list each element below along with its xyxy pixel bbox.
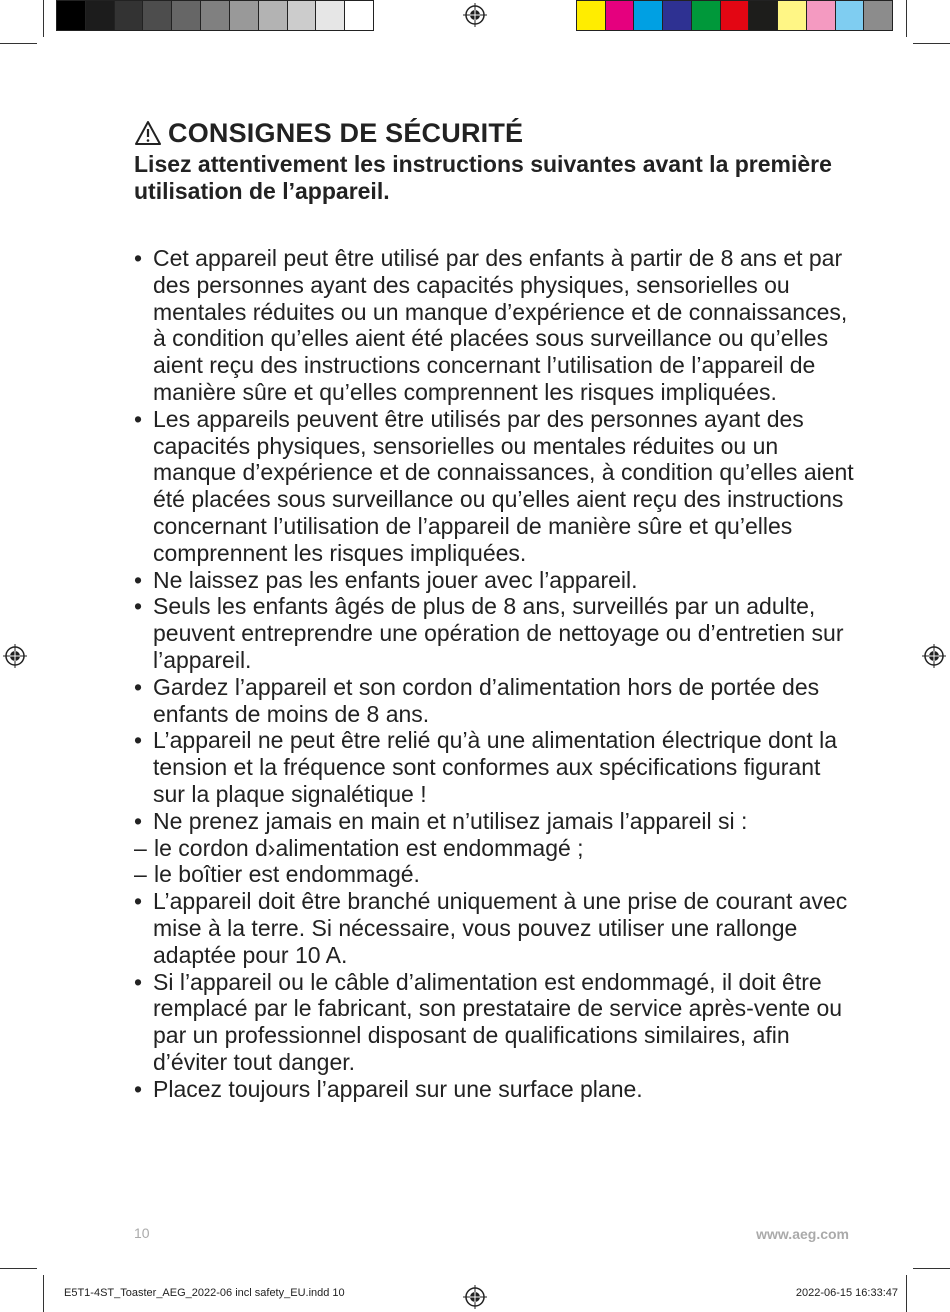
bullet-icon: • (134, 566, 143, 593)
color-swatch (721, 1, 750, 30)
section-header (134, 116, 854, 150)
color-swatch (86, 1, 115, 30)
list-item-text: Cet appareil peut être utilisé par des enfants à partir de 8 ans et par des personnes ayant des capacités physiques, sensorielles ou mentales réduites ou un manque d’expérience et de connaissances, à condition qu’elles aient été placées sous surveillance ou qu’elles aient reçu des instructions concernant l’utilisation de l’appareil de manière sûre et qu’elles comprennent les risques impliquées. (153, 245, 848, 405)
bullet-icon: • (134, 1075, 143, 1102)
list-item (134, 593, 854, 673)
safety-instructions-list (134, 245, 854, 1103)
list-item (134, 969, 854, 1076)
color-swatch (577, 1, 606, 30)
color-swatch (663, 1, 692, 30)
color-swatch (345, 1, 373, 30)
page-content (134, 116, 854, 1103)
warning-triangle-icon (134, 120, 162, 146)
color-swatch (57, 1, 86, 30)
crop-mark-bottom-left (43, 1275, 44, 1312)
color-swatch (864, 1, 892, 30)
color-swatch (259, 1, 288, 30)
bullet-icon: • (134, 593, 143, 620)
color-swatch (807, 1, 836, 30)
crop-mark-top-left-h (0, 43, 37, 44)
bullet-icon: • (134, 888, 143, 915)
color-swatch (115, 1, 144, 30)
list-item-text: Les appareils peuvent être utilisés par des personnes ayant des capacités physiques, sensorielles ou mentales réduites ou un manque d’expérience et de connaissances, à condition qu’elles aient été placées sous surveillance ou qu’elles aient reçu des instructions concernant l’utilisation de l’appareil de manière sûre et qu’elles comprennent les risques impliquées. (153, 405, 854, 566)
bullet-icon: • (134, 727, 143, 754)
page-subtitle: Lisez attentivement les instructions suivantes avant la première utilisation de l’appareil. (134, 151, 832, 204)
color-swatch (143, 1, 172, 30)
crop-mark-top-right-h (913, 43, 950, 44)
list-item (134, 567, 854, 594)
registration-mark-bottom-icon (463, 1285, 487, 1309)
slug-file-name: E5T1-4ST_Toaster_AEG_2022-06 incl safety_EU.indd 10 (64, 1287, 345, 1299)
list-item-text: Ne prenez jamais en main et n’utilisez jamais l’appareil si : (153, 807, 748, 834)
list-item (134, 245, 854, 406)
list-item-text: Gardez l’appareil et son cordon d’alimentation hors de portée des enfants de moins de 8 ans. (153, 673, 820, 727)
color-swatch (692, 1, 721, 30)
registration-mark-left-icon (3, 644, 27, 668)
sub-list-item (134, 861, 854, 888)
list-item-text: Si l’appareil ou le câble d’alimentation est endommagé, il doit être remplacé par le fabricant, son prestataire de service après-vente ou par un professionnel disposant de qualifications similaires, afin d’éviter tout danger. (153, 968, 843, 1075)
grayscale-color-bar (56, 0, 374, 31)
crop-mark-top-right (906, 0, 907, 37)
crop-mark-bottom-right (906, 1275, 907, 1312)
list-item-text: Ne laissez pas les enfants jouer avec l’appareil. (153, 566, 638, 593)
bullet-icon: • (134, 807, 143, 834)
dash-icon: – (134, 861, 147, 888)
list-item (134, 1076, 854, 1103)
list-item (134, 808, 854, 888)
bullet-icon: • (134, 405, 143, 432)
color-swatch (778, 1, 807, 30)
color-swatch (230, 1, 259, 30)
color-swatch (749, 1, 778, 30)
color-swatch (606, 1, 635, 30)
sub-list-item-text: le boîtier est endommagé. (154, 861, 420, 888)
bullet-icon: • (134, 245, 143, 271)
sub-list-item (134, 835, 854, 862)
registration-mark-top-icon (463, 3, 487, 27)
color-swatch (201, 1, 230, 30)
color-swatch (836, 1, 865, 30)
website-url: www.aeg.com (756, 1226, 849, 1242)
slug-timestamp: 2022-06-15 16:33:47 (795, 1287, 898, 1299)
bullet-icon: • (134, 673, 143, 700)
list-item (134, 406, 854, 567)
list-item-text: Placez toujours l’appareil sur une surface plane. (153, 1075, 643, 1102)
color-swatch (634, 1, 663, 30)
registration-mark-right-icon (922, 644, 946, 668)
page-number: 10 (134, 1225, 150, 1241)
bullet-icon: • (134, 968, 143, 995)
list-item (134, 674, 854, 728)
sub-list-item-text: le cordon d›alimentation est endommagé ; (154, 834, 584, 861)
color-swatch (316, 1, 345, 30)
color-swatch (172, 1, 201, 30)
page-title: CONSIGNES DE SÉCURITÉ (168, 117, 524, 148)
list-item (134, 727, 854, 807)
list-item-text: L’appareil ne peut être relié qu’à une alimentation électrique dont la tension et la fréquence sont conformes aux spécifications figurant sur la plaque signalétique ! (153, 727, 838, 807)
list-item (134, 888, 854, 968)
crop-mark-top-left (43, 0, 44, 37)
crop-mark-bottom-left-h (0, 1268, 37, 1269)
list-item-text: Seuls les enfants âgés de plus de 8 ans, surveillés par un adulte, peuvent entreprendre une opération de nettoyage ou d’entretien sur l’appareil. (153, 593, 844, 673)
process-color-bar (576, 0, 893, 31)
color-swatch (288, 1, 317, 30)
dash-icon: – (134, 834, 147, 861)
list-item-text: L’appareil doit être branché uniquement à une prise de courant avec mise à la terre. Si nécessaire, vous pouvez utiliser une rallonge adaptée pour 10 A. (153, 888, 848, 968)
crop-mark-bottom-right-h (913, 1268, 950, 1269)
